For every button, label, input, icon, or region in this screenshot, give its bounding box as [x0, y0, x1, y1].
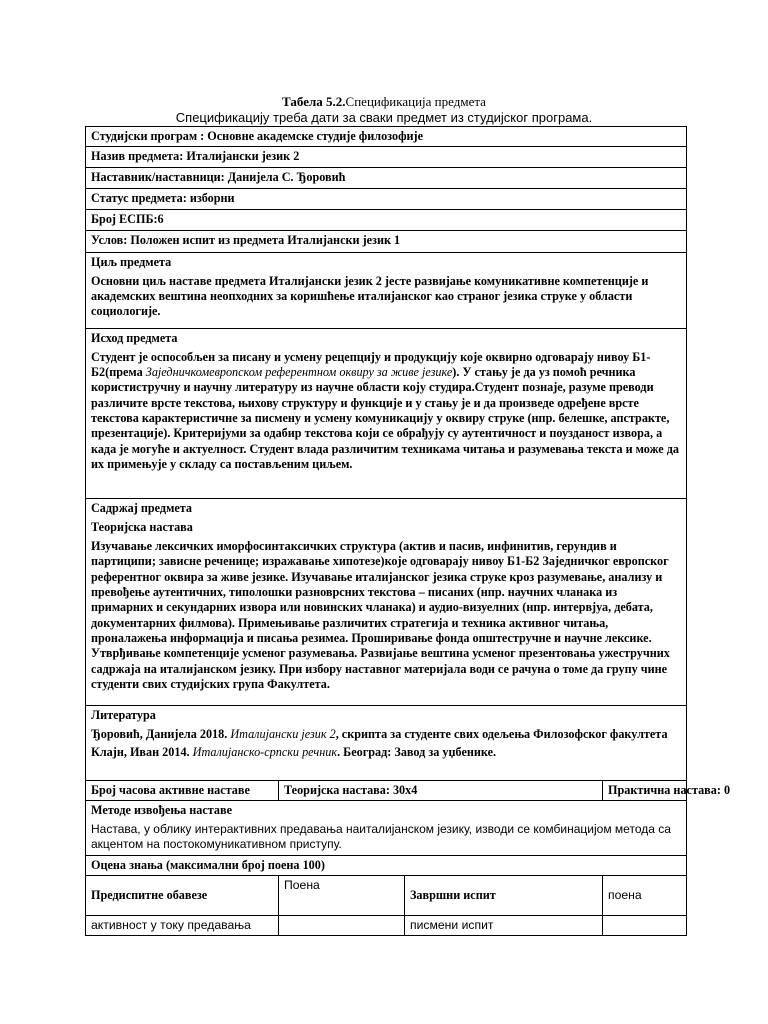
- goal-heading: Циљ предмета: [91, 254, 172, 269]
- outcome-section: [86, 328, 687, 498]
- goal-section: [86, 252, 687, 328]
- content-text: Изучавање лексичких иморфосинтаксичких структура (актив и пасив, инфинитив, герундив и партиципи; зависне реченице; изражавање хипотезе)које одговарају нивоу Б1-Б2 Заједничког европског референтног оквира за живе језике. Изучавање италијанског језика струке кроз разумевање, анализу и превођење аутентичних, типолошки разноврсних текстова – писаних (нпр. научних чланака из примарних и секундарних извора или новинских чланака) и аудио-визуелних (нпр. интервјуа, дебата, документарних филмова). Примењивање различитих стратегија и техника активног читања, проналажења информација и писања резимеа. Проширивање фонда општестручне и научне лексике. Утврђивање компетенције усменог разумевања. Развијање вештина усменог презентовања ужестручних садржаја на италијанском језику. При избору наставног материјала води се рачуна о томе да групу чине студенти свих студијских група Факултета.: [91, 539, 670, 691]
- content-heading: Садржај предмета: [91, 500, 193, 515]
- content-subheading: Теоријска настава: [91, 519, 193, 534]
- outcome-text: Студент је оспособљен за писану и усмену рецепцију и продукцију које оквирно одговарају нивоу Б1-Б2(према Заједничкомевропском референтном оквиру за живе језике). У стању је да уз помоћ речника користистручну и научну литературу из научне области коју студира.Студент познаје, разуме преводи различите врсте текстова, њихову структуру и функције и у стању је и да произведе одређене врсте текстова карактеристичне за писмену и усмену комуникацију у оквиру струке (нпр. белешке, апстракте, презентације). Критеријуми за одабир текстова који се обрађују су аутентичност и поузданост извора, а када је могуће и актуелност. Студент влада различитим техникама читања и разумевања текста и може да их примењује у складу са постављеним циљем.: [91, 349, 679, 471]
- written-exam-points-cell: [603, 916, 687, 936]
- activity-points-cell: [279, 916, 405, 936]
- table-subtitle: Спецификацију треба дати за сваки предмет из студијског програма.: [175, 110, 593, 125]
- grading-heading: Оцена знања (максимални број поена 100): [86, 855, 687, 875]
- written-exam-row-label: писмени испит: [405, 916, 603, 936]
- status-cell: Статус предмета: изборни: [86, 189, 687, 210]
- literature-item-2: Клајн, Иван 2014. Италијанско-српски речник. Београд: Завод за уџбенике.: [91, 745, 497, 760]
- cefr-title: Заједничкомевропском референтном оквиру за живе језике: [145, 365, 453, 380]
- condition-cell: Услов: Положен испит из предмета Италијански језик 1: [86, 230, 687, 252]
- points-header-1: Поена: [279, 876, 405, 916]
- table-name: Спецификација предмета: [345, 94, 486, 109]
- points-header-2: поена: [603, 876, 687, 916]
- methods-section: [86, 800, 687, 855]
- pre-exam-header: Предиспитне обавезе: [86, 876, 279, 916]
- outcome-heading: Исход предмета: [91, 330, 178, 345]
- content-section: [86, 498, 687, 705]
- methods-heading: Методе извођења наставе: [91, 802, 233, 817]
- teacher-cell: Наставник/наставници: Данијела С. Ђоровић: [86, 168, 687, 189]
- course-specification-table: [85, 126, 731, 936]
- activity-row-label: активност у току предавања: [86, 916, 279, 936]
- practice-hours: Практична настава: 0: [603, 780, 687, 800]
- study-program-cell: Студијски програм : Основне академске студије филозофије: [86, 127, 687, 147]
- final-exam-header: Завршни испит: [405, 876, 603, 916]
- literature-section: [86, 705, 687, 780]
- literature-item-1: Ђоровић, Данијела 2018. Италијански језик 2, скрипта за студенте свих одељења Филозофског факултета: [91, 726, 668, 741]
- active-hours-label: Број часова активне наставе: [86, 780, 279, 800]
- table-caption: [0, 94, 768, 110]
- theory-hours: Теоријска настава: 30х4: [279, 780, 603, 800]
- course-name-cell: Назив предмета: Италијански језик 2: [86, 147, 687, 168]
- table-label: Табела 5.2.: [282, 94, 346, 109]
- methods-text: Настава, у облику интерактивних предавања наиталијанском језику, изводи се комбинацијом метода са акцентом на постокомуникативном приступу.: [91, 822, 671, 852]
- ects-cell: Број ЕСПБ:6: [86, 210, 687, 230]
- literature-heading: Литература: [91, 707, 156, 722]
- goal-text: Основни циљ наставе предмета Италијански језик 2 јесте развијање комуникативне компетенције и академских вештина неопходних за коришћење италијанског као страног језика струке у области социологије.: [91, 273, 649, 319]
